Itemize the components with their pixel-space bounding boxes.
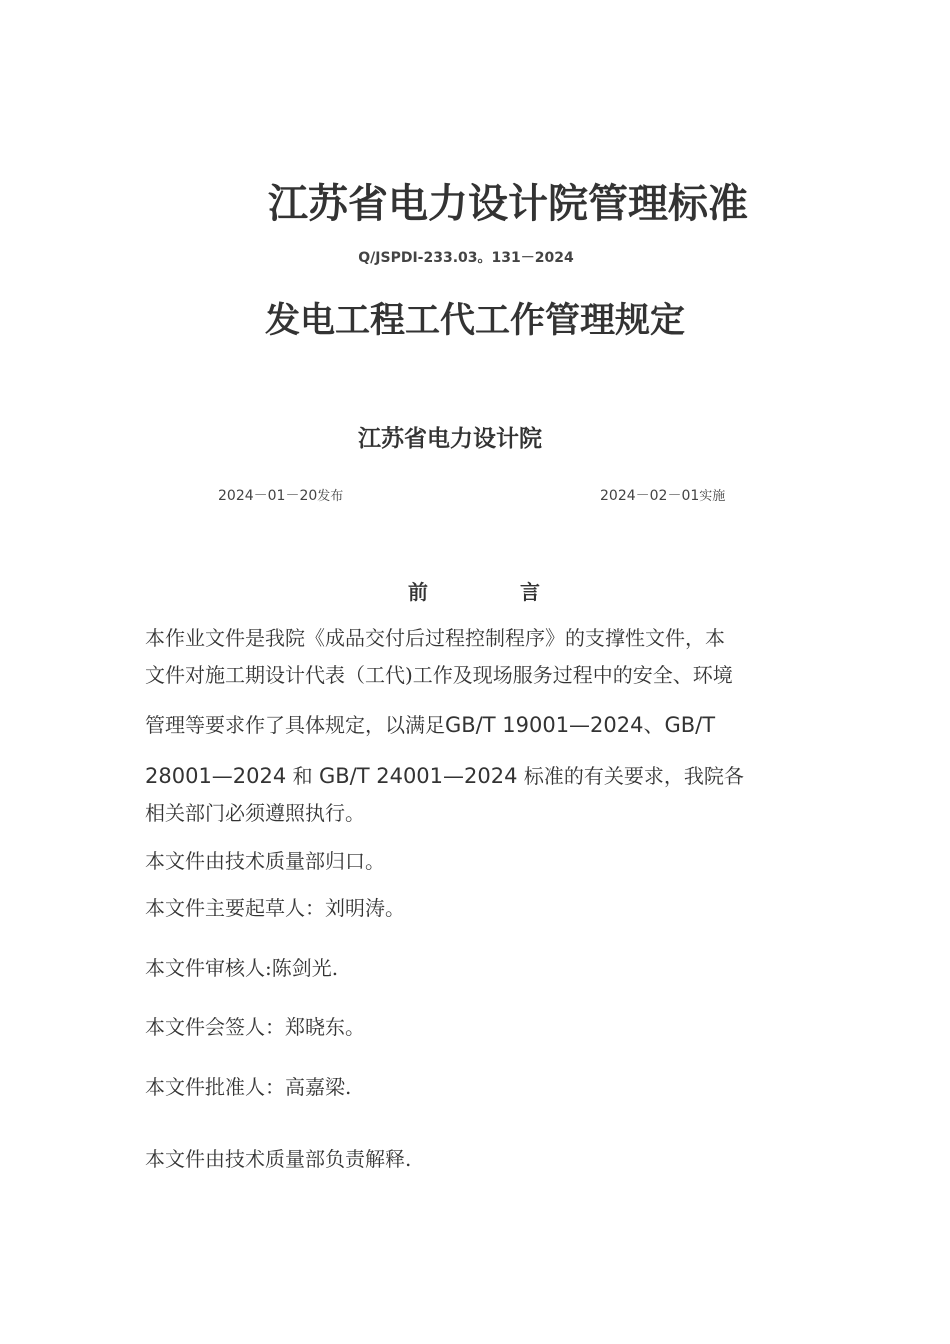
- para1-line4-and: 和: [292, 764, 313, 788]
- para1-line4-suffix: 标准的有关要求，我院各: [523, 764, 744, 788]
- standard-code: Q/JSPDI-233.03。131－2024: [358, 250, 574, 266]
- countersigner-line: 本文件会签人：郑晓东。: [145, 1015, 365, 1039]
- para1-line3-prefix: 管理等要求作了具体规定，以满足: [145, 713, 445, 737]
- reviewer-line: 本文件审核人:陈剑光.: [145, 956, 339, 980]
- preface-para1-line1: 本作业文件是我院《成品交付后过程控制程序》的支撑性文件，本: [145, 626, 725, 650]
- para1-line4-standard-2: GB/T 24001—2024: [318, 764, 518, 788]
- publish-date-suffix: 发布: [317, 489, 344, 504]
- effective-date: [600, 485, 725, 505]
- approver-line: 本文件批准人：高嘉梁.: [145, 1075, 352, 1099]
- issuer-name: 江苏省电力设计院: [358, 425, 542, 452]
- preface-heading-char-1: 前: [408, 580, 428, 604]
- publish-date: [218, 485, 343, 505]
- preface-para1-line3: [145, 709, 715, 739]
- preface-heading-char-2: 言: [520, 580, 540, 604]
- para1-line4-standard-1: 28001—2024: [145, 764, 287, 788]
- publish-date-value: 2024－01－20: [218, 488, 318, 504]
- interpretation-line: 本文件由技术质量部负责解释.: [145, 1147, 412, 1171]
- document-title: 发电工程工代工作管理规定: [264, 300, 685, 341]
- preface-para1-line5: 相关部门必须遵照执行。: [145, 801, 365, 825]
- preface-para1-line4: [145, 760, 744, 789]
- effective-date-value: 2024－02－01: [600, 488, 700, 504]
- para1-line3-standard: GB/T 19001—2024、GB/T: [445, 713, 716, 737]
- attribution-line: 本文件由技术质量部归口。: [145, 849, 385, 873]
- effective-date-suffix: 实施: [699, 489, 726, 504]
- preface-para1-line2: 文件对施工期设计代表（工代)工作及现场服务过程中的安全、环境: [145, 663, 733, 687]
- drafter-line: 本文件主要起草人：刘明涛。: [145, 896, 405, 920]
- standard-title: 江苏省电力设计院管理标准: [268, 180, 748, 227]
